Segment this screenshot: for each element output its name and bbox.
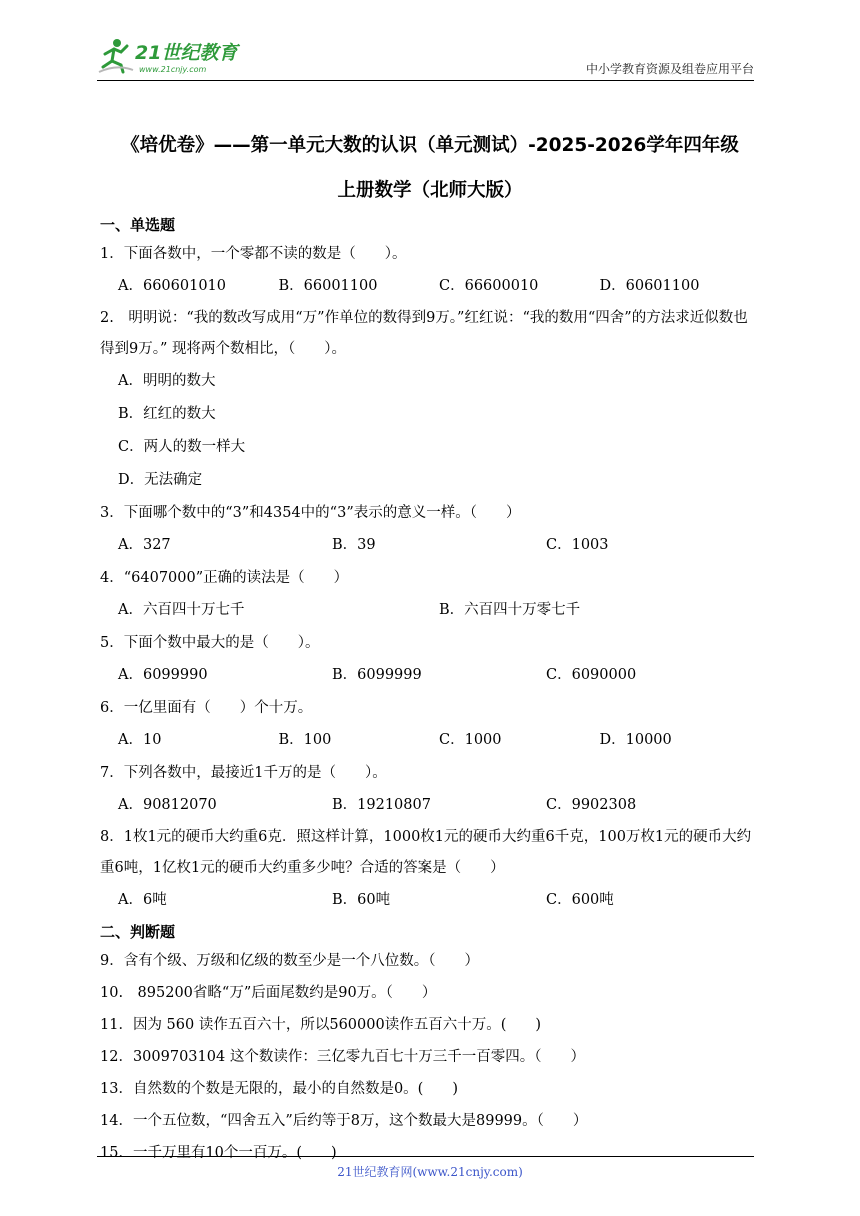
option-c: C．6090000 [546, 667, 637, 683]
option-c: C．1000 [439, 732, 502, 748]
option-b: B．6099999 [332, 667, 422, 683]
page-title-line2: 上册数学（北师大版） [337, 180, 523, 201]
platform-name: 中小学教育资源及组卷应用平台 [585, 62, 754, 76]
svg-text:21世纪教育: 21世纪教育 [135, 42, 238, 64]
question-12: 12．3009703104 这个数读作：三亿零九百七十万三千一百零四。（ ） [100, 1049, 586, 1065]
option-b: B．100 [278, 732, 332, 748]
question-2-options [100, 365, 760, 497]
option-c: C．66600010 [439, 278, 539, 294]
question-6: 6．一亿里面有（ ）个十万。 [100, 700, 313, 716]
option-a: A．6099990 [118, 667, 208, 683]
option-d: D．60601100 [599, 278, 700, 294]
option-a: A．90812070 [118, 797, 217, 813]
page-header [97, 30, 754, 81]
option-a: A．六百四十万七千 [118, 602, 245, 618]
question-3-options [100, 529, 760, 562]
option-b: B．红红的数大 [118, 406, 216, 422]
logo [97, 34, 267, 76]
option-b: B．19210807 [332, 797, 431, 813]
option-c: C．两人的数一样大 [118, 439, 246, 455]
question-3: 3．下面哪个数中的“3”和4354中的“3”表示的意义一样。（ ） [100, 505, 521, 521]
question-15: 15．一千万里有10个一百万。( ) [100, 1145, 337, 1161]
option-a: A．6吨 [118, 892, 167, 908]
option-c: C．600吨 [546, 892, 614, 908]
question-7-options [100, 789, 760, 822]
page-footer: 21世纪教育网(www.21cnjy.com) [337, 1165, 523, 1179]
question-6-options [100, 724, 760, 757]
runner-logo-icon [97, 34, 267, 76]
option-b: B．39 [332, 537, 376, 553]
option-b: B．60吨 [332, 892, 391, 908]
option-a: A．660601010 [118, 278, 226, 294]
question-4-options [100, 594, 760, 627]
question-2: 2. 明明说：“我的数改写成用“万”作单位的数得到9万。”红红说：“我的数用“四舍”的方法求近似数也得到9万。” 现将两个数相比，（ ）。 [100, 310, 748, 357]
question-13: 13．自然数的个数是无限的，最小的自然数是0。( ) [100, 1081, 458, 1097]
page-title-line1: 《培优卷》——第一单元大数的认识（单元测试）-2025-2026学年四年级 [121, 135, 739, 156]
footer-divider [97, 1156, 754, 1157]
question-11: 11．因为 560 读作五百六十，所以560000读作五百六十万。( ) [100, 1017, 542, 1033]
section-heading-single-choice: 一、单选题 [100, 216, 176, 234]
question-7: 7．下列各数中，最接近1千万的是（ ）。 [100, 765, 387, 781]
option-d: D．10000 [599, 732, 672, 748]
question-8: 8．1枚1元的硬币大约重6克．照这样计算，1000枚1元的硬币大约重6千克，100万枚1元的硬币大约重6吨，1亿枚1元的硬币大约重多少吨？合适的答案是（ ） [100, 829, 752, 876]
question-1-options [100, 270, 760, 303]
option-a: A．327 [118, 537, 171, 553]
option-a: A．明明的数大 [118, 373, 216, 389]
svg-text:www.21cnjy.com: www.21cnjy.com [139, 65, 207, 74]
question-5: 5．下面个数中最大的是（ ）。 [100, 635, 320, 651]
question-5-options [100, 659, 760, 692]
option-c: C．1003 [546, 537, 609, 553]
option-d: D．无法确定 [118, 472, 203, 488]
question-10: 10. 895200省略“万”后面尾数约是90万。（ ） [100, 985, 437, 1001]
question-9: 9．含有个级、万级和亿级的数至少是一个八位数。（ ） [100, 953, 479, 969]
option-b: B．六百四十万零七千 [439, 602, 581, 618]
question-8-options [100, 884, 760, 917]
exam-content [100, 210, 760, 1169]
question-14: 14．一个五位数，“四舍五入”后约等于8万，这个数最大是89999。（ ） [100, 1113, 588, 1129]
option-b: B．66001100 [278, 278, 378, 294]
option-a: A．10 [118, 732, 162, 748]
option-c: C．9902308 [546, 797, 637, 813]
section-heading-true-false: 二、判断题 [100, 923, 176, 941]
question-4: 4．“6407000”正确的读法是（ ） [100, 570, 349, 586]
question-1: 1．下面各数中，一个零都不读的数是（ ）。 [100, 246, 407, 262]
